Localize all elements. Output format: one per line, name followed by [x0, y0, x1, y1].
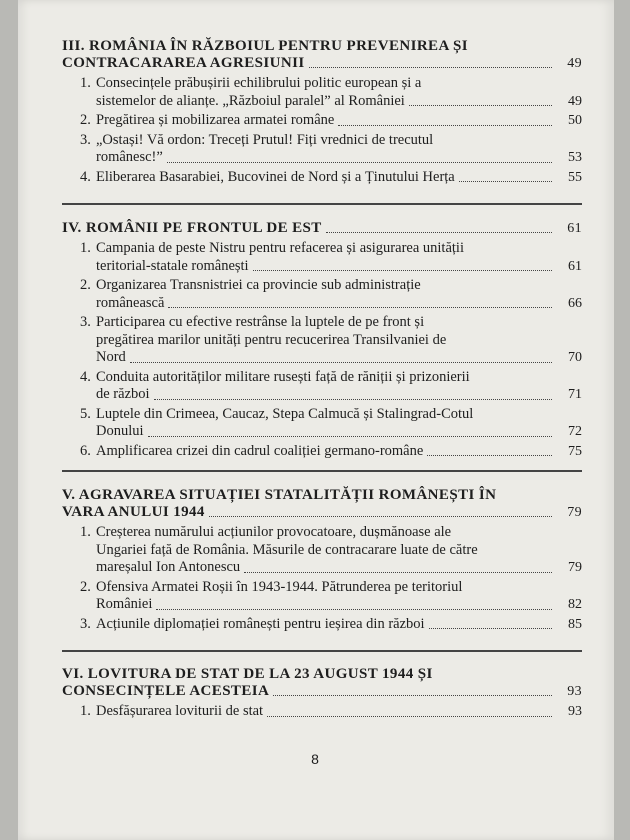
section-list — [80, 703, 582, 721]
section-text — [96, 369, 582, 404]
section-number: 2. — [80, 112, 91, 128]
dot-leader — [427, 454, 552, 456]
section-line — [96, 349, 582, 367]
section-page: 75 — [568, 443, 582, 459]
chapter-title-text: IV. ROMÂNII PE FRONTUL DE EST — [62, 220, 322, 236]
chapter-title-line — [62, 55, 582, 72]
section-line — [96, 703, 582, 721]
section-divider — [62, 650, 582, 652]
section-text — [96, 616, 582, 634]
dot-leader — [273, 694, 552, 696]
section-line-text: românesc!” — [96, 149, 163, 165]
chapter-title — [62, 38, 582, 72]
section-line — [96, 443, 582, 461]
chapter-entry — [62, 487, 582, 635]
section-entry — [80, 277, 582, 312]
section-line — [96, 169, 582, 187]
section-page: 72 — [568, 424, 582, 439]
chapter-title-text: CONTRACARAREA AGRESIUNII — [62, 55, 305, 71]
section-page: 82 — [568, 597, 582, 612]
dot-leader — [326, 231, 552, 233]
section-text — [96, 703, 582, 721]
section-line: Ofensiva Armatei Roșii în 1943-1944. Pătrunderea pe teritoriul — [96, 578, 463, 595]
section-text — [96, 443, 582, 461]
section-entry — [80, 112, 582, 130]
section-line-text: Acțiunile diplomației românești pentru ieșirea din război — [96, 615, 425, 632]
chapter-title — [62, 666, 582, 700]
section-entry — [80, 169, 582, 187]
dot-leader — [156, 608, 552, 610]
dot-leader — [209, 515, 552, 517]
section-line-text: României — [96, 596, 153, 612]
section-line: Creșterea numărului acțiunilor provocatoare, dușmănoase ale — [96, 524, 452, 540]
chapter-page: 49 — [567, 56, 582, 71]
section-number: 1. — [80, 75, 91, 91]
section-entry — [80, 579, 582, 614]
section-entry — [80, 314, 582, 367]
section-number: 1. — [80, 240, 91, 256]
chapter-title-text: CONSECINȚELE ACESTEIA — [62, 683, 270, 699]
section-entry — [80, 132, 582, 167]
section-line-text: mareșalul Ion Antonescu — [96, 559, 241, 575]
section-divider — [62, 203, 582, 205]
chapter-title-line — [62, 504, 582, 521]
chapter-title-line — [62, 220, 582, 237]
section-line: „Ostași! Vă ordon: Treceți Prutul! Fiți vrednici de trecutul — [96, 131, 434, 148]
dot-leader — [130, 361, 552, 363]
section-list — [80, 240, 582, 460]
section-text — [96, 169, 582, 187]
section-line — [96, 596, 582, 614]
section-number: 4. — [80, 368, 91, 385]
dot-leader — [309, 66, 552, 68]
section-line — [96, 295, 582, 313]
section-entry — [80, 703, 582, 721]
section-page: 49 — [568, 93, 582, 109]
dot-leader — [154, 398, 552, 400]
section-page: 70 — [568, 350, 582, 365]
section-line: Conduita autorităților militare rusești față de răniții și prizonierii — [96, 368, 470, 385]
section-line-text: Eliberarea Basarabiei, Bucovinei de Nord și a Ținutului Herța — [96, 168, 455, 185]
chapter-page: 61 — [567, 221, 582, 236]
section-line-text: Donului — [96, 423, 144, 439]
section-text — [96, 406, 582, 441]
page-number: 8 — [311, 751, 319, 767]
section-page: 50 — [568, 113, 582, 128]
dot-leader — [253, 269, 552, 271]
section-line: Organizarea Transnistriei ca provincie sub administrație — [96, 277, 421, 293]
section-page: 53 — [568, 150, 582, 165]
section-number: 6. — [80, 442, 91, 459]
dot-leader — [338, 124, 552, 126]
section-text — [96, 132, 582, 167]
chapter-title-line — [62, 683, 582, 700]
chapter-page: 93 — [567, 684, 582, 699]
section-line: Luptele din Crimeea, Caucaz, Stepa Calmucă și Stalingrad-Cotul — [96, 405, 474, 422]
section-list — [80, 524, 582, 633]
chapter-entry — [62, 666, 582, 723]
section-line — [96, 386, 582, 404]
section-number: 1. — [80, 703, 91, 719]
section-number: 4. — [80, 168, 91, 185]
section-page: 93 — [568, 704, 582, 719]
section-line: Ungariei față de România. Măsurile de contracarare luate de către — [96, 541, 478, 558]
dot-leader — [409, 104, 552, 106]
section-number: 2. — [80, 277, 91, 293]
dot-leader — [459, 180, 552, 182]
chapter-entry — [62, 220, 582, 462]
section-page: 79 — [568, 560, 582, 575]
section-page: 61 — [568, 258, 582, 274]
chapter-title-line: III. ROMÂNIA ÎN RĂZBOIUL PENTRU PREVENIREA ȘI — [62, 38, 468, 54]
section-entry — [80, 443, 582, 461]
section-list — [80, 75, 582, 186]
section-text — [96, 75, 582, 110]
section-number: 5. — [80, 405, 91, 422]
section-number: 3. — [80, 314, 91, 330]
section-number: 3. — [80, 131, 91, 148]
section-line — [96, 423, 582, 441]
section-line — [96, 616, 582, 634]
dot-leader — [168, 306, 552, 308]
section-text — [96, 524, 582, 577]
chapter-title — [62, 220, 582, 237]
section-entry — [80, 616, 582, 634]
chapter-entry — [62, 38, 582, 188]
dot-leader — [167, 161, 552, 163]
section-line: pregătirea marilor unități pentru recucerirea Transilvaniei de — [96, 331, 447, 348]
dot-leader — [148, 435, 552, 437]
chapter-title — [62, 487, 582, 521]
section-page: 66 — [568, 295, 582, 311]
section-line — [96, 112, 582, 130]
section-line — [96, 258, 582, 276]
chapter-title-line: VI. LOVITURA DE STAT DE LA 23 AUGUST 1944 ȘI — [62, 666, 433, 682]
section-entry — [80, 406, 582, 441]
section-number: 1. — [80, 524, 91, 540]
chapter-title-line: V. AGRAVAREA SITUAȚIEI STATALITĂȚII ROMÂNEȘTI ÎN — [62, 487, 497, 503]
section-text — [96, 240, 582, 275]
dot-leader — [244, 571, 552, 573]
section-page: 55 — [568, 169, 582, 185]
section-text — [96, 277, 582, 312]
section-line-text: Amplificarea crizei din cadrul coaliției germano-române — [96, 442, 424, 459]
section-entry — [80, 240, 582, 275]
section-page: 71 — [568, 387, 582, 402]
section-line-text: românească — [96, 294, 165, 311]
section-text — [96, 112, 582, 130]
section-line-text: Desfășurarea loviturii de stat — [96, 703, 264, 719]
section-text — [96, 579, 582, 614]
section-number: 2. — [80, 578, 91, 595]
section-line — [96, 149, 582, 167]
section-line-text: de război — [96, 386, 150, 402]
dot-leader — [429, 627, 552, 629]
section-number: 3. — [80, 615, 91, 632]
section-entry — [80, 524, 582, 577]
section-line: Participarea cu efective restrânse la luptele de pe front și — [96, 314, 425, 330]
chapter-title-text: VARA ANULUI 1944 — [62, 504, 205, 520]
section-line — [96, 559, 582, 577]
section-entry — [80, 75, 582, 110]
section-entry — [80, 369, 582, 404]
section-text — [96, 314, 582, 367]
section-line — [96, 93, 582, 111]
chapter-page: 79 — [567, 505, 582, 520]
section-line-text: teritorial-statale românești — [96, 257, 249, 274]
section-line-text: Nord — [96, 349, 126, 365]
section-line-text: sistemelor de alianțe. „Războiul paralel” al României — [96, 92, 405, 109]
section-line-text: Pregătirea și mobilizarea armatei române — [96, 112, 335, 128]
section-divider — [62, 470, 582, 472]
section-line: Campania de peste Nistru pentru refacerea și asigurarea unității — [96, 240, 464, 256]
section-line: Consecințele prăbușirii echilibrului politic european și a — [96, 75, 422, 91]
dot-leader — [267, 715, 552, 717]
section-page: 85 — [568, 616, 582, 632]
